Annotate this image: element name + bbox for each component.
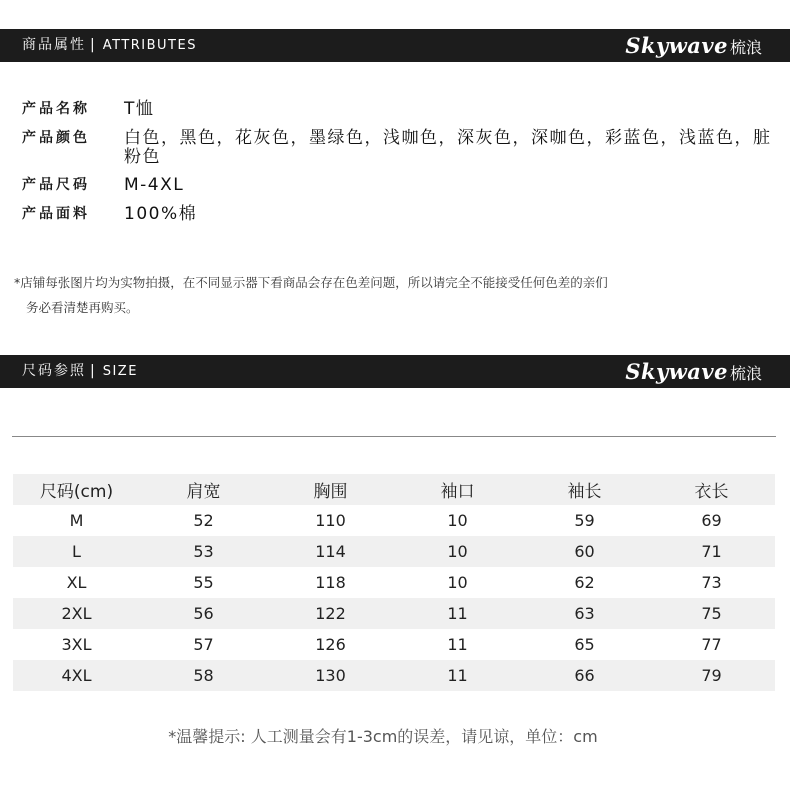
- measurement-tip: *温馨提示: 人工测量会有1-3cm的误差，请见谅，单位：cm: [168, 727, 598, 746]
- attribute-label: 产品颜色: [22, 130, 90, 146]
- table-cell: 122: [267, 598, 394, 629]
- table-row: [13, 598, 775, 629]
- table-cell: L: [13, 536, 140, 567]
- table-cell: XL: [66, 573, 87, 592]
- brand-logo: [625, 355, 762, 388]
- table-cell: 58: [140, 660, 267, 691]
- attribute-value: M-4XL: [124, 175, 185, 195]
- table-cell: 69: [701, 511, 722, 530]
- column-header-size: 尺码(cm): [13, 474, 140, 505]
- column-header-shoulder: 肩宽: [140, 474, 267, 505]
- color-disclaimer-line1: *店铺每张图片均为实物拍摄，在不同显示器下看商品会存在色差问题，所以请完全不能接受任何色差的亲们: [14, 275, 608, 290]
- table-cell: 110: [315, 511, 346, 530]
- color-disclaimer-line2: 务必看清楚再购买。: [26, 300, 139, 315]
- column-header-length: 衣长: [648, 474, 775, 505]
- attribute-value: T恤: [124, 99, 155, 119]
- table-cell: 75: [648, 598, 775, 629]
- table-cell: 56: [140, 598, 267, 629]
- table-cell: 4XL: [13, 660, 140, 691]
- size-title-cn: 尺码参照: [22, 363, 86, 379]
- size-header-bar: [0, 355, 790, 388]
- table-row: [13, 505, 775, 536]
- table-cell: 60: [521, 536, 648, 567]
- column-header-chest: 胸围: [267, 474, 394, 505]
- table-cell: 53: [140, 536, 267, 567]
- section-divider: [12, 436, 776, 437]
- attributes-title-cn: 商品属性: [22, 37, 86, 53]
- table-cell: 59: [574, 511, 595, 530]
- size-header-title: [22, 355, 138, 388]
- size-chart-table: [13, 474, 775, 691]
- table-cell: 3XL: [61, 635, 92, 654]
- attribute-row-color: [22, 127, 790, 167]
- table-cell: 71: [648, 536, 775, 567]
- brand-logo-latin: Skywave: [625, 33, 728, 58]
- size-title-en: SIZE: [102, 364, 138, 379]
- column-header-sleeve: 袖长: [521, 474, 648, 505]
- table-cell: 66: [521, 660, 648, 691]
- table-cell: 11: [394, 660, 521, 691]
- table-row: [13, 536, 775, 567]
- table-row: [13, 629, 775, 660]
- table-cell: 55: [193, 573, 214, 592]
- table-cell: 57: [193, 635, 214, 654]
- attribute-label: 产品名称: [22, 101, 90, 117]
- table-cell: 11: [447, 635, 468, 654]
- table-row: [13, 660, 775, 691]
- attribute-row-fabric: [22, 203, 790, 225]
- table-cell: 79: [648, 660, 775, 691]
- attribute-label: 产品面料: [22, 206, 90, 222]
- attribute-label: 产品尺码: [22, 177, 90, 193]
- table-cell: 77: [701, 635, 722, 654]
- table-cell: 11: [394, 598, 521, 629]
- size-title-separator: |: [90, 363, 97, 379]
- table-cell: 52: [193, 511, 214, 530]
- brand-logo-latin: Skywave: [625, 359, 728, 384]
- table-cell: 62: [574, 573, 595, 592]
- table-row: [13, 567, 775, 598]
- table-cell: 10: [447, 573, 468, 592]
- attributes-title-separator: |: [90, 37, 97, 53]
- table-cell: 10: [447, 511, 468, 530]
- brand-logo-cn: 梳浪: [729, 38, 762, 57]
- table-cell: 63: [521, 598, 648, 629]
- table-cell: 114: [267, 536, 394, 567]
- table-cell: 65: [574, 635, 595, 654]
- table-cell: 10: [394, 536, 521, 567]
- brand-logo: [625, 29, 762, 62]
- table-cell: 73: [701, 573, 722, 592]
- table-cell: 2XL: [13, 598, 140, 629]
- attribute-row-size: [22, 174, 790, 196]
- column-header-cuff: 袖口: [394, 474, 521, 505]
- attribute-list: [22, 98, 790, 232]
- attributes-header-title: [22, 29, 197, 62]
- attributes-header-bar: [0, 29, 790, 62]
- attribute-value: 100%棉: [124, 204, 198, 224]
- attribute-value: 白色，黑色，花灰色，墨绿色，浅咖色，深灰色，深咖色，彩蓝色，浅蓝色，脏粉色: [124, 128, 772, 167]
- table-cell: 126: [315, 635, 346, 654]
- table-cell: 118: [315, 573, 346, 592]
- brand-logo-cn: 梳浪: [729, 364, 762, 383]
- color-disclaimer: [14, 270, 734, 320]
- attribute-row-name: [22, 98, 790, 120]
- size-table-header-row: [13, 474, 775, 505]
- table-cell: 130: [267, 660, 394, 691]
- table-cell: M: [69, 511, 84, 530]
- attributes-title-en: ATTRIBUTES: [102, 38, 197, 53]
